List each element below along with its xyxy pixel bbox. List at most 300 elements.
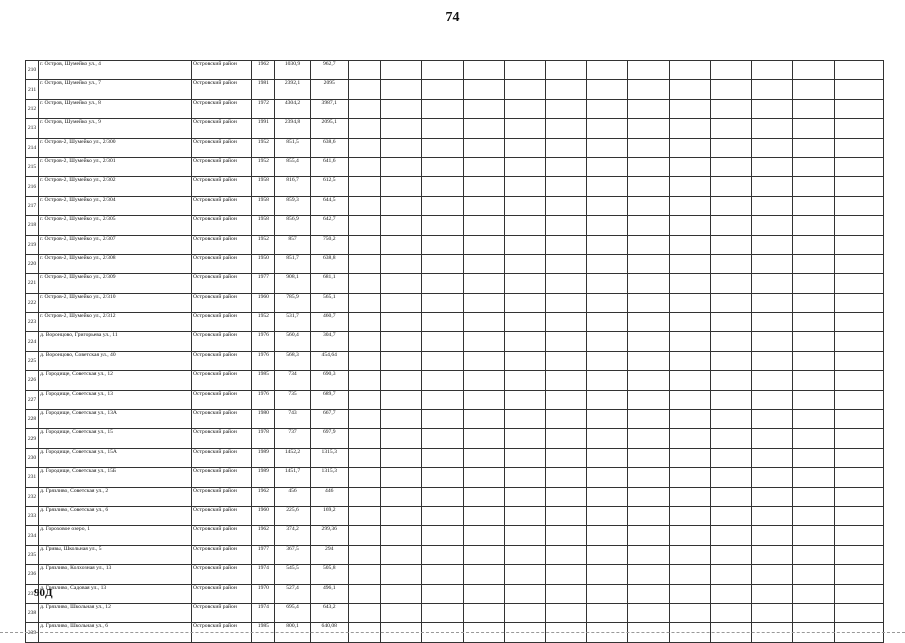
row-period-cell <box>628 487 669 506</box>
row-period-cell <box>752 371 793 390</box>
row-living-area: 690,3 <box>310 371 348 390</box>
table-row <box>26 216 884 235</box>
row-period-cell <box>348 313 380 332</box>
row-period-cell <box>422 157 463 176</box>
row-period-cell <box>669 351 710 370</box>
row-period-cell <box>381 351 422 370</box>
row-period-cell <box>545 293 586 312</box>
row-period-cell <box>463 565 504 584</box>
row-period-cell <box>545 390 586 409</box>
row-period-cell <box>422 429 463 448</box>
row-year: 1977 <box>252 274 275 293</box>
row-period-cell <box>628 448 669 467</box>
row-number: 218 <box>26 216 39 235</box>
row-district: Островский район <box>191 80 251 99</box>
row-address: д. Городище, Советская ул., 13 <box>39 390 192 409</box>
row-total-area: 851,7 <box>275 254 310 273</box>
row-period-cell <box>793 80 834 99</box>
row-year: 1960 <box>252 293 275 312</box>
row-period-cell <box>793 119 834 138</box>
row-period-cell <box>587 177 628 196</box>
row-living-area: 643,2 <box>310 603 348 622</box>
row-period-cell <box>587 390 628 409</box>
row-number: 221 <box>26 274 39 293</box>
row-period-cell <box>422 351 463 370</box>
row-period-cell <box>834 429 883 448</box>
row-period-cell <box>669 584 710 603</box>
row-year: 1976 <box>252 332 275 351</box>
row-district: Островский район <box>191 468 251 487</box>
row-period-cell <box>710 448 751 467</box>
row-period-cell <box>381 216 422 235</box>
row-period-cell <box>669 274 710 293</box>
row-period-cell <box>752 313 793 332</box>
row-period-cell <box>463 545 504 564</box>
row-period-cell <box>504 138 545 157</box>
row-period-cell <box>504 487 545 506</box>
table-row <box>26 235 884 254</box>
row-period-cell <box>348 371 380 390</box>
row-period-cell <box>710 429 751 448</box>
row-period-cell <box>504 235 545 254</box>
row-address: г. Остров-2, Шумейко ул., 2/304 <box>39 196 192 215</box>
row-period-cell <box>348 196 380 215</box>
row-district: Островский район <box>191 487 251 506</box>
row-number: 236 <box>26 565 39 584</box>
table-row <box>26 332 884 351</box>
row-year: 1960 <box>252 506 275 525</box>
row-period-cell <box>793 603 834 622</box>
row-living-area: 612,5 <box>310 177 348 196</box>
row-period-cell <box>504 565 545 584</box>
row-period-cell <box>504 80 545 99</box>
row-period-cell <box>348 506 380 525</box>
row-period-cell <box>422 565 463 584</box>
row-period-cell <box>752 603 793 622</box>
row-period-cell <box>752 410 793 429</box>
row-period-cell <box>504 545 545 564</box>
row-living-area: 689,7 <box>310 390 348 409</box>
row-address: д. Городище, Советская ул., 12 <box>39 371 192 390</box>
row-period-cell <box>628 61 669 80</box>
row-period-cell <box>752 254 793 273</box>
row-living-area: 446 <box>310 487 348 506</box>
row-living-area: 299,36 <box>310 526 348 545</box>
row-period-cell <box>628 313 669 332</box>
row-period-cell <box>752 506 793 525</box>
row-district: Островский район <box>191 332 251 351</box>
row-period-cell <box>793 138 834 157</box>
row-period-cell <box>545 371 586 390</box>
row-period-cell <box>669 235 710 254</box>
row-period-cell <box>834 157 883 176</box>
row-period-cell <box>628 584 669 603</box>
table-row <box>26 274 884 293</box>
row-period-cell <box>710 177 751 196</box>
table-row <box>26 565 884 584</box>
row-period-cell <box>834 468 883 487</box>
row-period-cell <box>348 216 380 235</box>
row-period-cell <box>422 448 463 467</box>
row-district: Островский район <box>191 584 251 603</box>
row-period-cell <box>710 313 751 332</box>
row-living-area: 169,2 <box>310 506 348 525</box>
row-period-cell <box>545 332 586 351</box>
row-living-area: 2095 <box>310 80 348 99</box>
row-period-cell <box>710 99 751 118</box>
row-period-cell <box>587 603 628 622</box>
row-year: 1976 <box>252 390 275 409</box>
row-total-area: 734 <box>275 371 310 390</box>
row-total-area: 1030,9 <box>275 61 310 80</box>
row-period-cell <box>504 61 545 80</box>
table-row <box>26 390 884 409</box>
row-period-cell <box>504 468 545 487</box>
row-address: д. Городище, Советская ул., 15Б <box>39 468 192 487</box>
row-period-cell <box>545 216 586 235</box>
row-living-area: 641,6 <box>310 157 348 176</box>
row-period-cell <box>463 177 504 196</box>
row-year: 1958 <box>252 196 275 215</box>
row-period-cell <box>628 565 669 584</box>
row-district: Островский район <box>191 545 251 564</box>
row-period-cell <box>504 196 545 215</box>
row-number: 220 <box>26 254 39 273</box>
row-period-cell <box>793 565 834 584</box>
row-period-cell <box>381 80 422 99</box>
row-address: г. Остров, Шумейко ул., 8 <box>39 99 192 118</box>
row-period-cell <box>422 584 463 603</box>
row-number: 239 <box>26 623 39 642</box>
row-period-cell <box>669 177 710 196</box>
row-period-cell <box>752 119 793 138</box>
row-period-cell <box>381 429 422 448</box>
row-living-area: 667,7 <box>310 410 348 429</box>
table-row <box>26 584 884 603</box>
row-period-cell <box>669 99 710 118</box>
row-period-cell <box>587 410 628 429</box>
row-living-area: 2095,1 <box>310 119 348 138</box>
row-period-cell <box>752 99 793 118</box>
row-district: Островский район <box>191 61 251 80</box>
table-row <box>26 371 884 390</box>
row-district: Островский район <box>191 216 251 235</box>
row-period-cell <box>752 61 793 80</box>
row-period-cell <box>793 235 834 254</box>
row-year: 1958 <box>252 177 275 196</box>
row-period-cell <box>504 390 545 409</box>
row-period-cell <box>710 506 751 525</box>
row-period-cell <box>348 448 380 467</box>
row-year: 1972 <box>252 99 275 118</box>
row-period-cell <box>669 61 710 80</box>
row-period-cell <box>834 545 883 564</box>
row-period-cell <box>463 468 504 487</box>
row-address: д. Городище, Советская ул., 15 <box>39 429 192 448</box>
row-district: Островский район <box>191 274 251 293</box>
row-address: д. Городище, Советская ул., 15А <box>39 448 192 467</box>
row-address: г. Остров, Шумейко ул., 9 <box>39 119 192 138</box>
row-period-cell <box>628 545 669 564</box>
row-period-cell <box>381 61 422 80</box>
row-period-cell <box>669 332 710 351</box>
row-period-cell <box>793 526 834 545</box>
row-period-cell <box>793 584 834 603</box>
page-number: 74 <box>445 10 460 25</box>
row-period-cell <box>669 254 710 273</box>
table-row <box>26 603 884 622</box>
row-period-cell <box>628 80 669 99</box>
row-district: Островский район <box>191 448 251 467</box>
row-period-cell <box>587 526 628 545</box>
row-period-cell <box>545 545 586 564</box>
row-period-cell <box>710 80 751 99</box>
row-period-cell <box>669 119 710 138</box>
row-total-area: 527,4 <box>275 584 310 603</box>
row-period-cell <box>793 506 834 525</box>
row-number: 215 <box>26 157 39 176</box>
row-period-cell <box>381 526 422 545</box>
row-period-cell <box>545 565 586 584</box>
row-period-cell <box>545 274 586 293</box>
row-period-cell <box>793 410 834 429</box>
row-number: 226 <box>26 371 39 390</box>
row-district: Островский район <box>191 157 251 176</box>
row-period-cell <box>793 545 834 564</box>
row-total-area: 743 <box>275 410 310 429</box>
row-living-area: 638,8 <box>310 254 348 273</box>
row-period-cell <box>587 235 628 254</box>
row-period-cell <box>504 177 545 196</box>
row-period-cell <box>793 487 834 506</box>
row-period-cell <box>669 565 710 584</box>
row-period-cell <box>752 487 793 506</box>
table-row <box>26 506 884 525</box>
row-period-cell <box>628 506 669 525</box>
row-period-cell <box>381 254 422 273</box>
row-year: 1950 <box>252 254 275 273</box>
row-period-cell <box>628 196 669 215</box>
row-period-cell <box>381 138 422 157</box>
row-period-cell <box>752 274 793 293</box>
row-period-cell <box>463 99 504 118</box>
row-period-cell <box>752 429 793 448</box>
row-number: 210 <box>26 61 39 80</box>
row-period-cell <box>463 351 504 370</box>
row-number: 212 <box>26 99 39 118</box>
row-period-cell <box>628 119 669 138</box>
row-period-cell <box>422 506 463 525</box>
row-period-cell <box>463 235 504 254</box>
row-period-cell <box>463 390 504 409</box>
row-period-cell <box>752 157 793 176</box>
row-period-cell <box>348 429 380 448</box>
row-district: Островский район <box>191 177 251 196</box>
row-period-cell <box>669 526 710 545</box>
row-period-cell <box>504 603 545 622</box>
row-living-area: 638,6 <box>310 138 348 157</box>
row-period-cell <box>669 506 710 525</box>
row-period-cell <box>348 332 380 351</box>
row-period-cell <box>422 410 463 429</box>
row-period-cell <box>545 584 586 603</box>
row-period-cell <box>710 351 751 370</box>
row-period-cell <box>752 177 793 196</box>
row-period-cell <box>348 487 380 506</box>
row-period-cell <box>752 526 793 545</box>
row-period-cell <box>793 448 834 467</box>
row-period-cell <box>587 429 628 448</box>
row-period-cell <box>710 526 751 545</box>
row-period-cell <box>504 584 545 603</box>
row-period-cell <box>834 565 883 584</box>
row-total-area: 4304,2 <box>275 99 310 118</box>
row-district: Островский район <box>191 293 251 312</box>
row-living-area: 681,1 <box>310 274 348 293</box>
row-period-cell <box>752 293 793 312</box>
row-total-area: 851,5 <box>275 138 310 157</box>
row-period-cell <box>628 293 669 312</box>
row-period-cell <box>348 138 380 157</box>
row-period-cell <box>348 468 380 487</box>
row-living-area: 565,1 <box>310 293 348 312</box>
row-address: д. Грязливо, Школьная ул., 6 <box>39 623 192 642</box>
row-period-cell <box>669 138 710 157</box>
row-period-cell <box>669 487 710 506</box>
row-year: 1985 <box>252 623 275 642</box>
row-period-cell <box>669 313 710 332</box>
row-period-cell <box>504 99 545 118</box>
row-period-cell <box>834 99 883 118</box>
row-year: 1985 <box>252 371 275 390</box>
row-period-cell <box>381 196 422 215</box>
row-period-cell <box>422 80 463 99</box>
row-total-area: 456 <box>275 487 310 506</box>
row-district: Островский район <box>191 138 251 157</box>
table-row <box>26 157 884 176</box>
row-year: 1952 <box>252 138 275 157</box>
row-address: д. Гороховое озеро, 1 <box>39 526 192 545</box>
row-period-cell <box>752 390 793 409</box>
row-period-cell <box>381 390 422 409</box>
row-period-cell <box>587 119 628 138</box>
row-period-cell <box>834 254 883 273</box>
row-period-cell <box>348 410 380 429</box>
row-period-cell <box>463 119 504 138</box>
row-period-cell <box>669 410 710 429</box>
row-period-cell <box>752 138 793 157</box>
row-living-area: 644,5 <box>310 196 348 215</box>
row-period-cell <box>710 216 751 235</box>
row-period-cell <box>381 274 422 293</box>
row-period-cell <box>545 177 586 196</box>
row-number: 216 <box>26 177 39 196</box>
row-living-area: 642,7 <box>310 216 348 235</box>
row-living-area: 294 <box>310 545 348 564</box>
row-period-cell <box>504 157 545 176</box>
row-period-cell <box>422 371 463 390</box>
row-period-cell <box>504 371 545 390</box>
row-period-cell <box>628 235 669 254</box>
table-row <box>26 410 884 429</box>
row-period-cell <box>587 254 628 273</box>
row-district: Островский район <box>191 390 251 409</box>
row-period-cell <box>422 138 463 157</box>
table-body <box>26 61 884 643</box>
row-period-cell <box>587 293 628 312</box>
row-period-cell <box>348 254 380 273</box>
row-period-cell <box>381 313 422 332</box>
row-period-cell <box>545 138 586 157</box>
row-period-cell <box>669 390 710 409</box>
row-period-cell <box>422 119 463 138</box>
row-period-cell <box>504 448 545 467</box>
row-year: 1989 <box>252 468 275 487</box>
row-period-cell <box>381 177 422 196</box>
row-year: 1980 <box>252 410 275 429</box>
row-period-cell <box>710 274 751 293</box>
row-total-area: 857 <box>275 235 310 254</box>
row-period-cell <box>628 371 669 390</box>
row-period-cell <box>348 526 380 545</box>
table-row <box>26 351 884 370</box>
row-period-cell <box>834 603 883 622</box>
row-period-cell <box>710 196 751 215</box>
row-address: д. Гривы, Школьная ул., 5 <box>39 545 192 564</box>
row-period-cell <box>834 80 883 99</box>
row-period-cell <box>422 254 463 273</box>
row-period-cell <box>463 157 504 176</box>
row-number: 231 <box>26 468 39 487</box>
row-period-cell <box>348 157 380 176</box>
row-period-cell <box>348 351 380 370</box>
row-period-cell <box>710 545 751 564</box>
row-period-cell <box>348 274 380 293</box>
row-period-cell <box>587 80 628 99</box>
row-period-cell <box>463 254 504 273</box>
row-address: д. Грязливо, Советская ул., 6 <box>39 506 192 525</box>
row-period-cell <box>348 545 380 564</box>
row-district: Островский район <box>191 565 251 584</box>
row-total-area: 2394,8 <box>275 119 310 138</box>
row-total-area: 1452,2 <box>275 448 310 467</box>
row-period-cell <box>710 332 751 351</box>
row-period-cell <box>710 293 751 312</box>
row-address: г. Остров-2, Шумейко ул., 2/300 <box>39 138 192 157</box>
row-period-cell <box>628 468 669 487</box>
row-period-cell <box>793 332 834 351</box>
row-period-cell <box>504 274 545 293</box>
row-period-cell <box>463 138 504 157</box>
row-period-cell <box>504 410 545 429</box>
row-period-cell <box>348 584 380 603</box>
row-period-cell <box>752 468 793 487</box>
row-total-area: 785,9 <box>275 293 310 312</box>
row-period-cell <box>422 196 463 215</box>
row-period-cell <box>422 99 463 118</box>
row-period-cell <box>587 332 628 351</box>
row-total-area: 225,6 <box>275 506 310 525</box>
row-living-area: 460,7 <box>310 313 348 332</box>
row-period-cell <box>752 196 793 215</box>
row-living-area: 750,2 <box>310 235 348 254</box>
row-period-cell <box>545 61 586 80</box>
row-period-cell <box>348 390 380 409</box>
row-period-cell <box>381 584 422 603</box>
row-living-area: 1315,3 <box>310 468 348 487</box>
row-period-cell <box>710 410 751 429</box>
row-period-cell <box>793 99 834 118</box>
